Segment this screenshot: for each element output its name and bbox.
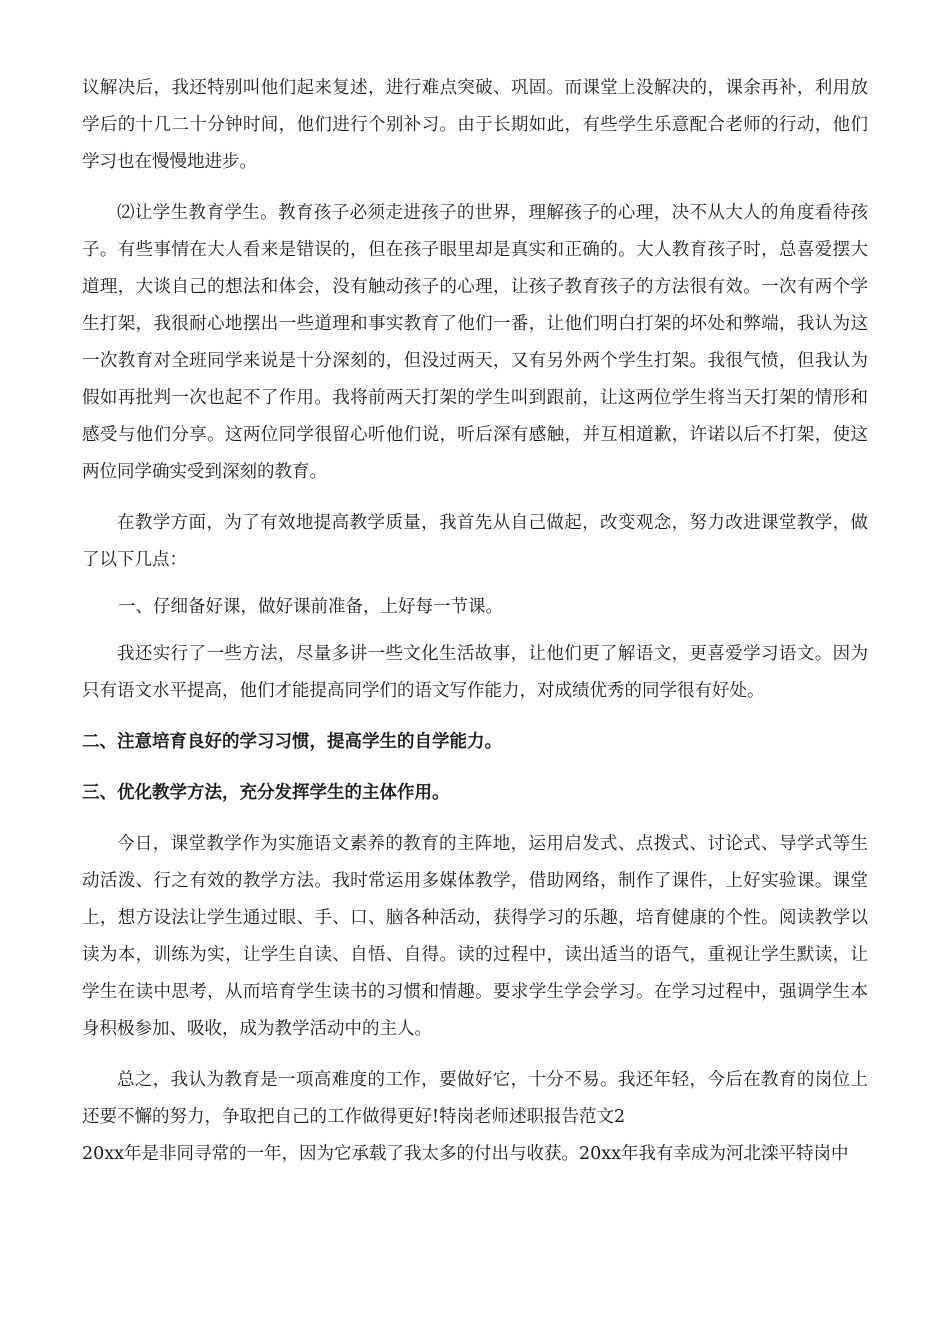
document-page	[82, 70, 868, 1173]
paragraph-conclusion: 总之，我认为教育是一项高难度的工作，要做好它，十分不易。我还年轻，今后在教育的岗位上还要不懈的努力，争取把自己的工作做得更好!特岗老师述职报告范文2	[82, 1070, 868, 1127]
paragraph-report-two: 20xx年是非同寻常的一年，因为它承载了我太多的付出与收获。20xx年我有幸成为河北滦平特岗中	[82, 1144, 849, 1164]
heading-point-three: 三、优化教学方法，充分发挥学生的主体作用。	[82, 783, 450, 803]
paragraph-teaching-intro: 在教学方面，为了有效地提高教学质量，我首先从自己做起，改变观念，努力改进课堂教学，做了以下几点：	[82, 513, 868, 570]
heading-point-two: 二、注意培育良好的学习习惯，提高学生的自学能力。	[82, 732, 502, 752]
paragraph-classroom: 今日，课堂教学作为实施语文素养的教育的主阵地，运用启发式、点拨式、讨论式、导学式等生动活泼、行之有效的教学方法。我时常运用多媒体教学，借助网络，制作了课件，上好实验课。课堂上，想方设法让学生通过眼、手、口、脑各种活动，获得学习的乐趣，培育健康的个性。阅读教学以读为本，训练为实，让学生自读、自悟、自得。读的过程中，读出适当的语气，重视让学生默读，让学生在读中思考，从而培育学生读书的习惯和情趣。要求学生学会学习。在学习过程中，强调学生本身积极参加、吸收，成为教学活动中的主人。	[82, 834, 868, 1039]
paragraph-methods: 我还实行了一些方法，尽量多讲一些文化生活故事，让他们更了解语文，更喜爱学习语文。因为只有语文水平提高，他们才能提高同学们的语文写作能力，对成绩优秀的同学很有好处。	[82, 644, 868, 701]
heading-point-one: 一、仔细备好课，做好课前准备，上好每一节课。	[118, 597, 503, 617]
paragraph-student-educate: ⑵让学生教育学生。教育孩子必须走进孩子的世界，理解孩子的心理，决不从大人的角度看待孩子。有些事情在大人看来是错误的，但在孩子眼里却是真实和正确的。大人教育孩子时，总喜爱摆大道理，大谈自己的想法和体会，没有触动孩子的心理，让孩子教育孩子的方法很有效。一次有两个学生打架，我很耐心地摆出一些道理和事实教育了他们一番，让他们明白打架的坏处和弊端，我认为这一次教育对全班同学来说是十分深刻的，但没过两天，又有另外两个学生打架。我很气愤，但我认为假如再批判一次也起不了作用。我将前两天打架的学生叫到跟前，让这两位学生将当天打架的情形和感受与他们分享。这两位同学很留心听他们说，听后深有感触，并互相道歉，许诺以后不打架，使这两位同学确实受到深刻的教育。	[82, 203, 868, 482]
paragraph-continuation: 议解决后，我还特别叫他们起来复述，进行难点突破、巩固。而课堂上没解决的，课余再补，利用放学后的十几二十分钟时间，他们进行个别补习。由于长期如此，有些学生乐意配合老师的行动，他们学习也在慢慢地进步。	[82, 78, 868, 172]
